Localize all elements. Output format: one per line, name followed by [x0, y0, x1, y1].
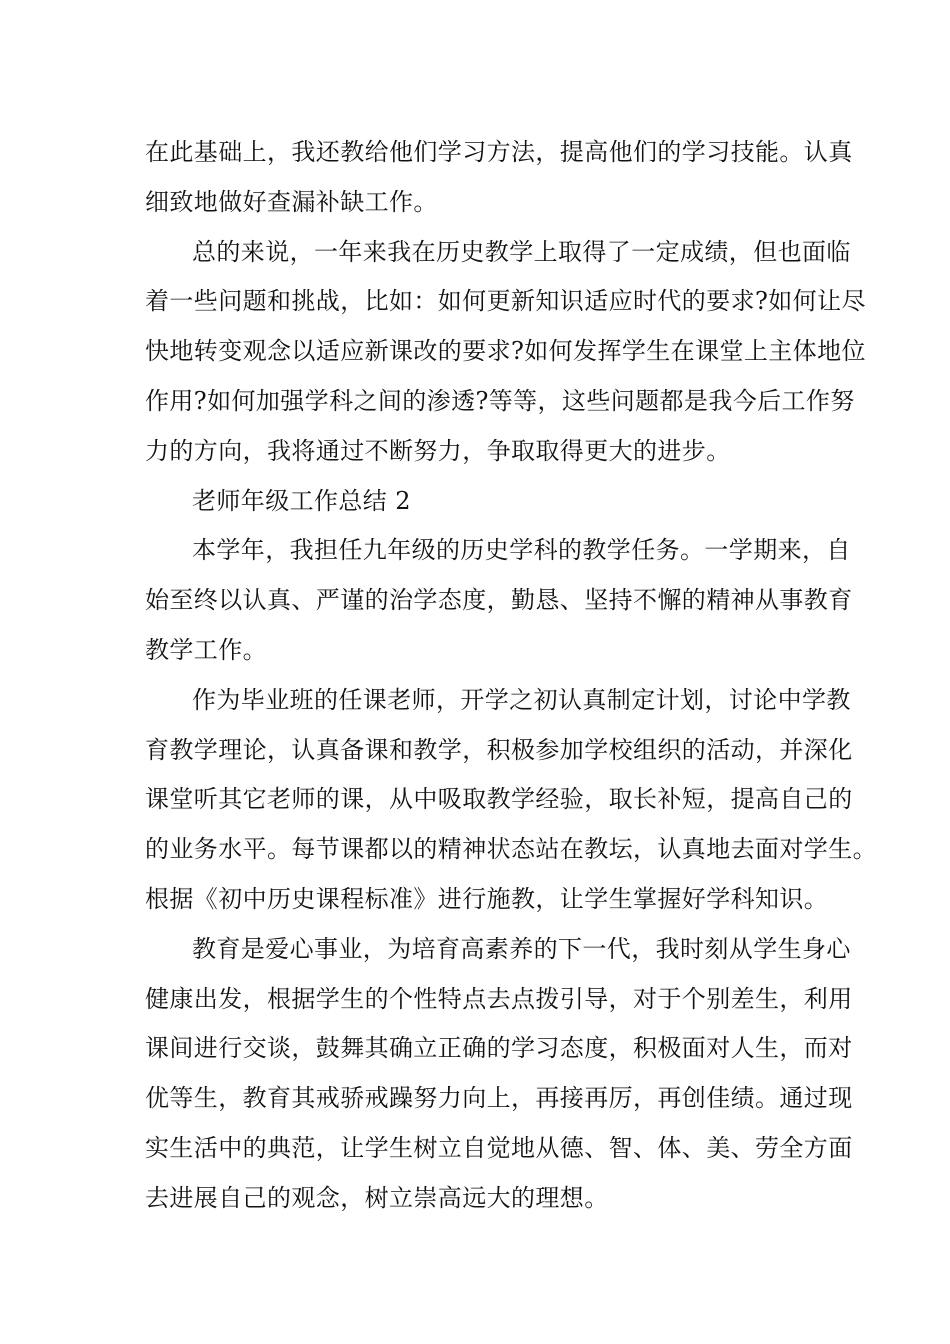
paragraph-line: 实生活中的典范，让学生树立自觉地从德、智、体、美、劳全方面 [145, 1133, 853, 1162]
paragraph-line: 教学工作。 [145, 635, 267, 664]
paragraph-line: 优等生，教育其戒骄戒躁努力向上，再接再厉，再创佳绩。通过现 [145, 1084, 853, 1113]
section-title: 老师年级工作总结 2 [192, 486, 411, 515]
paragraph-line: 课间进行交谈，鼓舞其确立正确的学习态度，积极面对人生，而对 [145, 1034, 853, 1063]
paragraph-line: 着一些问题和挑战，比如：如何更新知识适应时代的要求?如何让尽 [145, 287, 866, 316]
paragraph-line: 在此基础上，我还教给他们学习方法，提高他们的学习技能。认真 [145, 138, 853, 166]
paragraph-line: 快地转变观念以适应新课改的要求?如何发挥学生在课堂上主体地位 [145, 337, 866, 366]
paragraph-line: 始至终以认真、严谨的治学态度，勤恳、坚持不懈的精神从事教育 [145, 586, 853, 615]
paragraph-line: 本学年，我担任九年级的历史学科的教学任务。一学期来，自 [192, 536, 851, 565]
paragraph-line: 作用?如何加强学科之间的渗透?等等，这些问题都是我今后工作努 [145, 386, 855, 415]
paragraph-line: 育教学理论，认真备课和教学，积极参加学校组织的活动，并深化 [145, 735, 853, 764]
paragraph-line: 力的方向，我将通过不断努力，争取取得更大的进步。 [145, 436, 731, 465]
paragraph-line: 根据《初中历史课程标准》进行施教，让学生掌握好学科知识。 [145, 884, 829, 913]
document-body [145, 128, 877, 1224]
paragraph-line: 作为毕业班的任课老师，开学之初认真制定计划，讨论中学教 [192, 685, 851, 714]
paragraph-line: 总的来说，一年来我在历史教学上取得了一定成绩，但也面临 [192, 237, 851, 266]
paragraph-line: 教育是爱心事业，为培育高素养的下一代，我时刻从学生身心 [192, 934, 851, 963]
paragraph-line: 的业务水平。每节课都以的精神状态站在教坛，认真地去面对学生。 [145, 835, 877, 864]
paragraph-line: 课堂听其它老师的课，从中吸取教学经验，取长补短，提高自己的 [145, 785, 853, 814]
paragraph-line: 去进展自己的观念，树立崇高远大的理想。 [145, 1183, 609, 1212]
paragraph-line: 健康出发，根据学生的个性特点去点拨引导，对于个别差生，利用 [145, 984, 853, 1013]
paragraph-line: 细致地做好查漏补缺工作。 [145, 187, 438, 216]
